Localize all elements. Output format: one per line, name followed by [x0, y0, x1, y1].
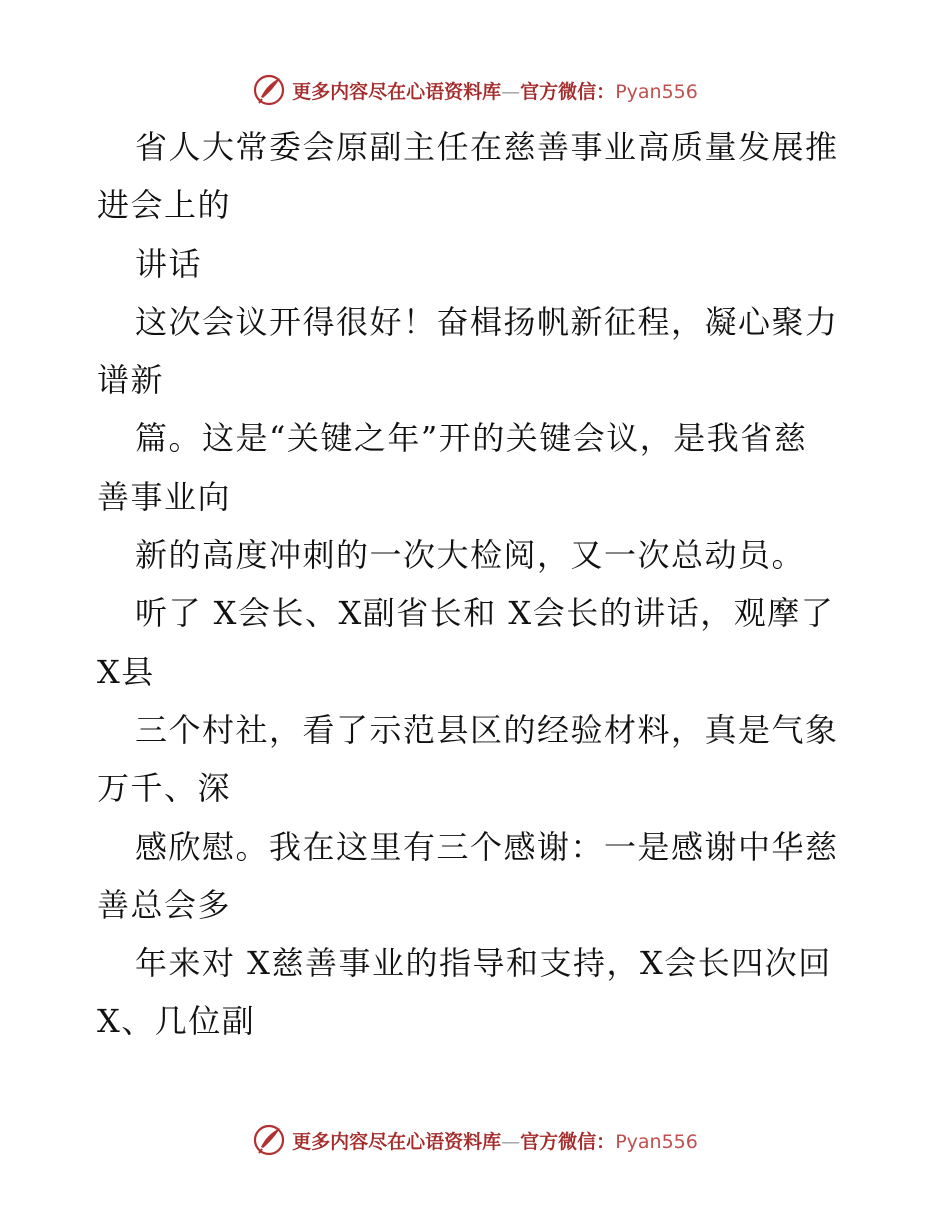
text-line: 善事业向 [97, 477, 232, 516]
text-line: 万千、深 [97, 769, 232, 808]
text-line: 感欣慰。我在这里有三个感谢：一是感谢中华慈 [135, 827, 839, 866]
banner-wechat-id: Pyan556 [615, 80, 698, 103]
text-line: 省人大常委会原副主任在慈善事业高质量发展推 [135, 128, 839, 166]
text-line: 善总会多 [97, 885, 232, 924]
text-line: 新的高度冲刺的一次大检阅，又一次总动员。 [135, 536, 806, 575]
text-line: 谱新 [97, 361, 165, 400]
banner-text-wechat: 官方微信： [520, 80, 616, 103]
text-line: 听了 X会长、X副省长和 X会长的讲话，观摩了 [135, 594, 835, 633]
footer-banner [0, 1120, 950, 1160]
text-line: X县 [97, 652, 155, 691]
header-banner [0, 70, 950, 110]
banner-text-cn: 更多内容尽在心语资料库 [292, 1130, 502, 1153]
banner-text-cn: 更多内容尽在心语资料库 [292, 80, 502, 103]
text-line: 篇。这是“关键之年”开的关键会议，是我省慈 [135, 419, 808, 458]
banner-text-wechat: 官方微信： [520, 1130, 616, 1153]
text-line: 这次会议开得很好！奋楫扬帆新征程，凝心聚力 [135, 302, 839, 341]
quill-logo-icon [252, 73, 286, 107]
text-line: X、几位副 [97, 1002, 256, 1041]
text-line: 讲话 [135, 244, 203, 283]
quill-logo-icon [252, 1123, 286, 1157]
banner-wechat-id: Pyan556 [615, 1130, 698, 1153]
text-line: 年来对 X慈善事业的指导和支持，X会长四次回 [135, 944, 832, 983]
banner-text [292, 77, 698, 104]
text-line: 三个村社，看了示范县区的经验材料，真是气象 [135, 710, 839, 749]
banner-separator: — [501, 1130, 521, 1153]
banner-separator: — [501, 80, 521, 103]
banner-text [292, 1127, 698, 1154]
text-line: 进会上的 [97, 186, 232, 225]
document-body [97, 118, 857, 1051]
